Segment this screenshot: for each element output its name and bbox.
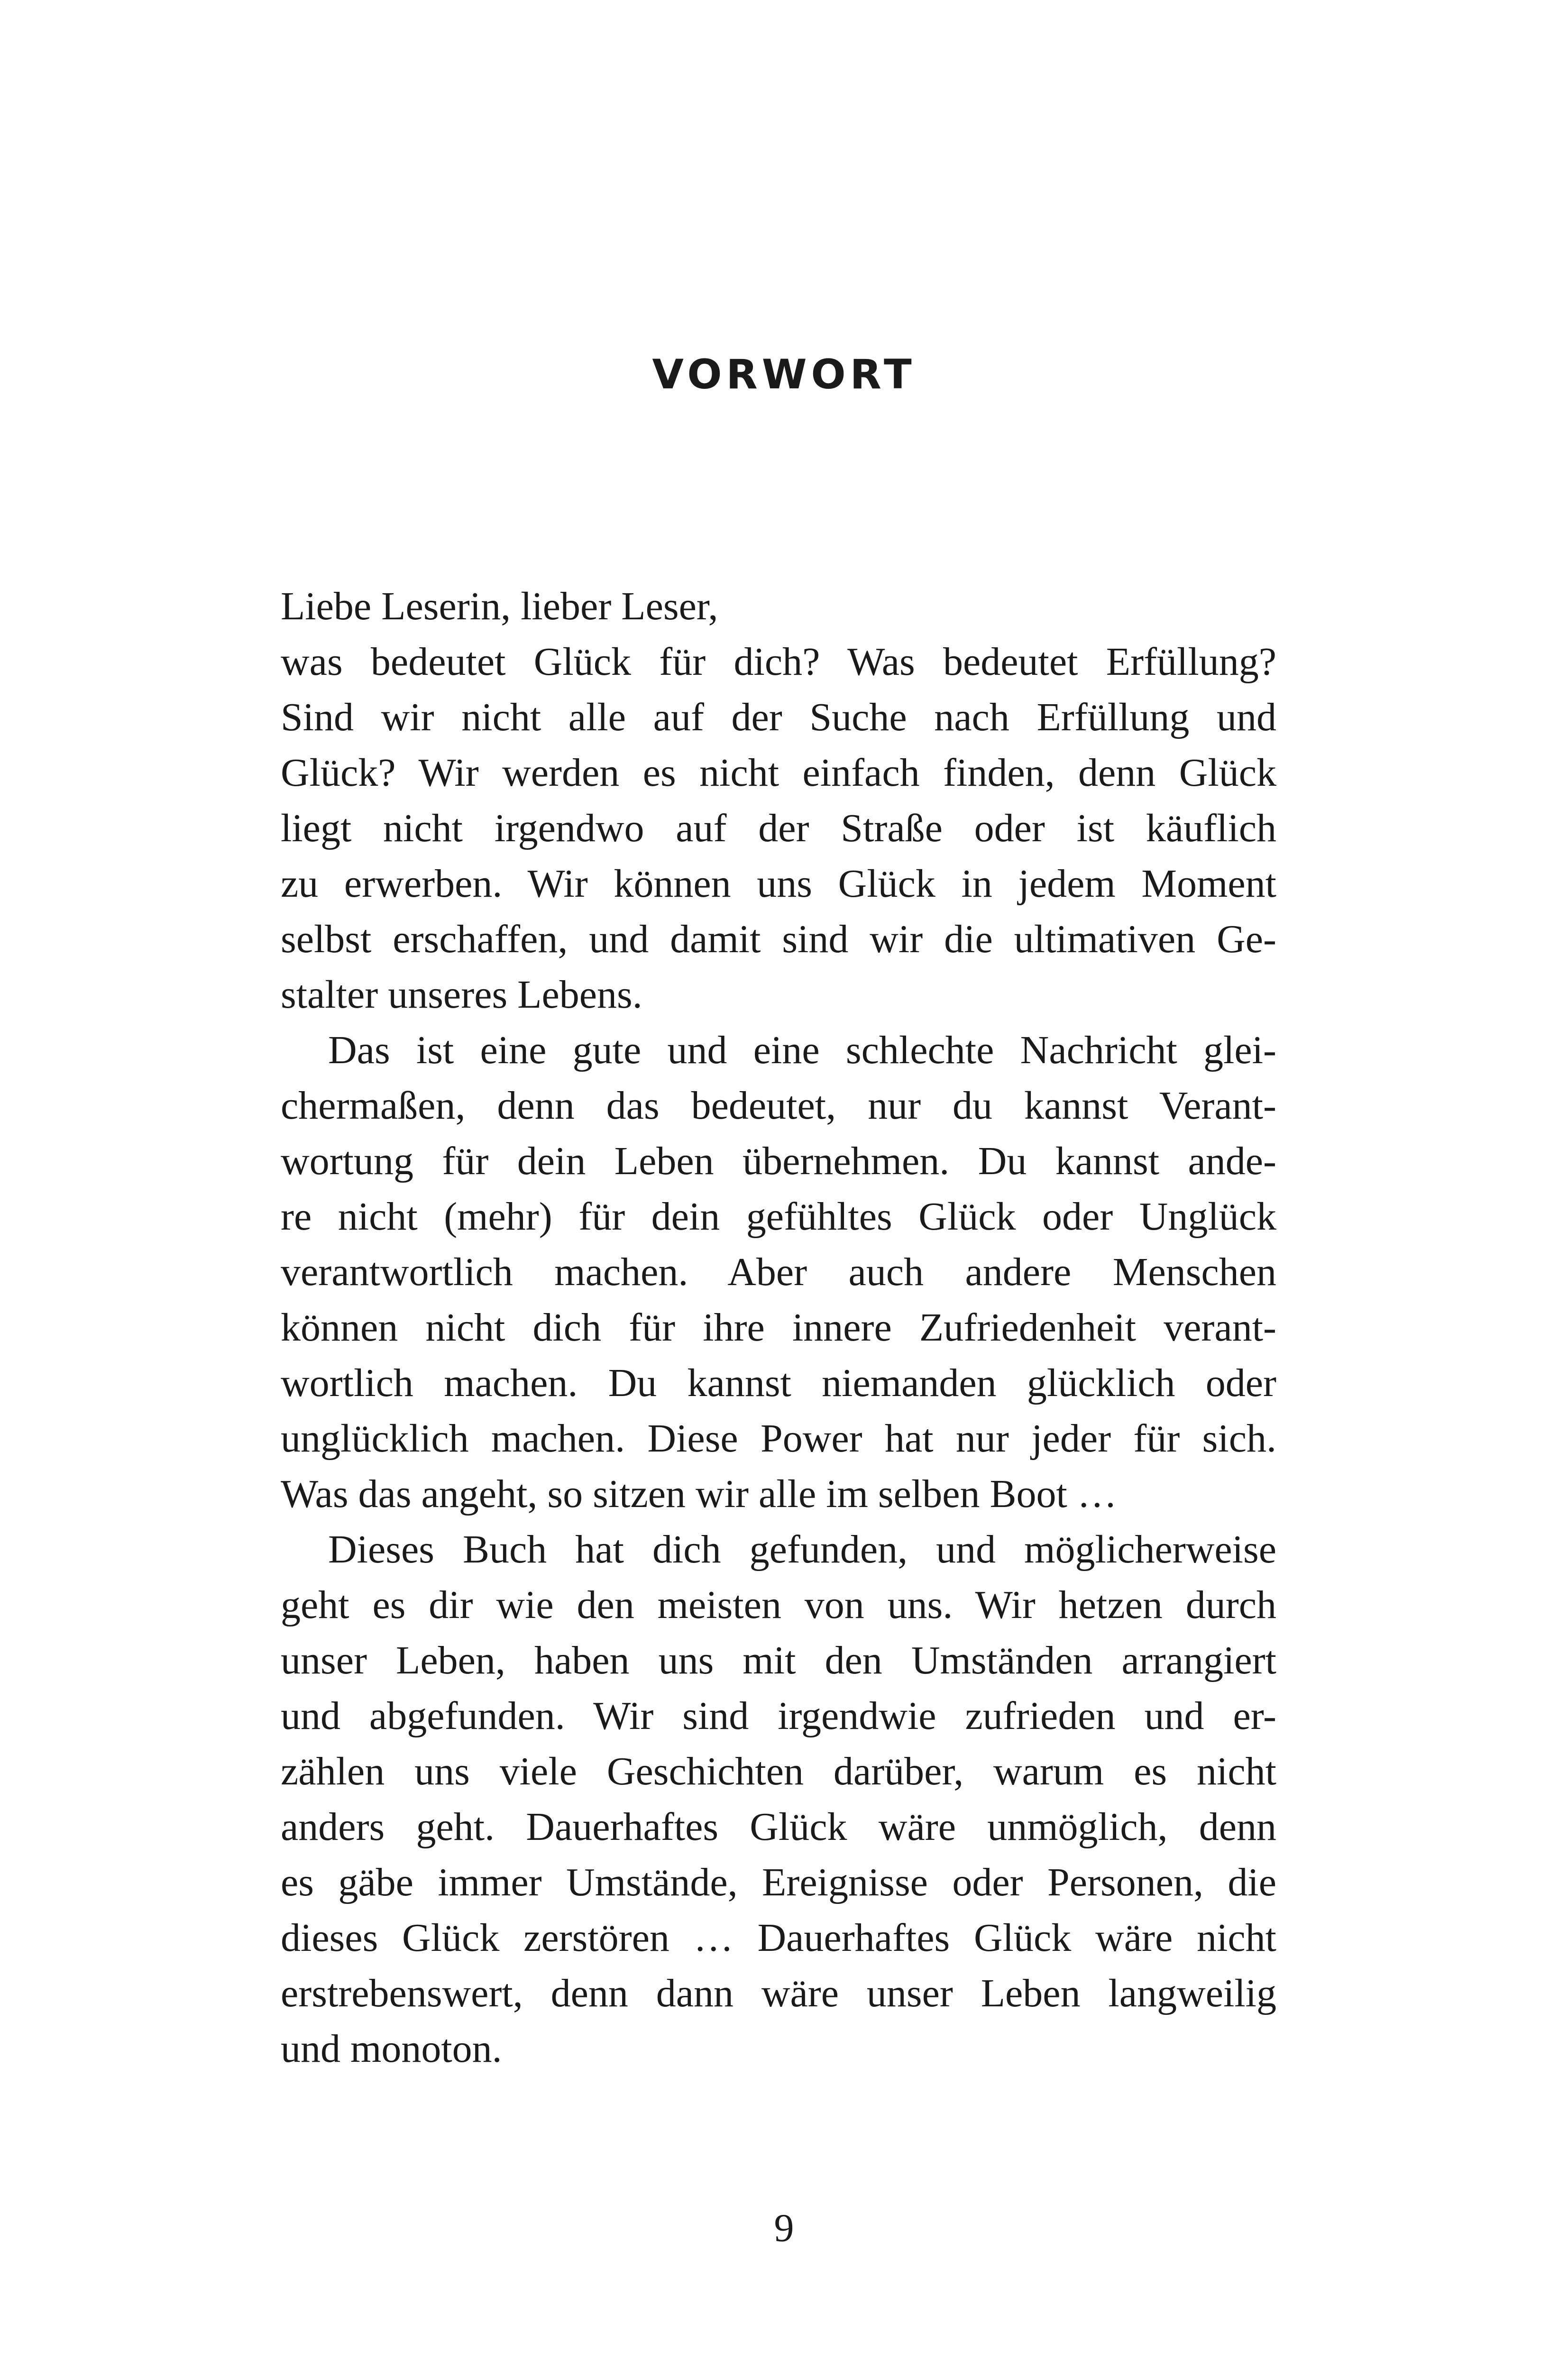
text-line: zu erwerben. Wir können uns Glück in jedem Moment bbox=[281, 862, 1276, 906]
text-line: dieses Glück zerstören … Dauerhaftes Glück wäre nicht bbox=[281, 1916, 1276, 1960]
text-line: unglücklich machen. Diese Power hat nur jeder für sich. bbox=[281, 1416, 1276, 1461]
text-line: es gäbe immer Umstände, Ereignisse oder Personen, die bbox=[281, 1860, 1276, 1904]
paragraph-2 bbox=[281, 1022, 1276, 1522]
text-line: Glück? Wir werden es nicht einfach finden, denn Glück bbox=[281, 751, 1276, 795]
text-line: wortung für dein Leben übernehmen. Du kannst ande- bbox=[281, 1139, 1276, 1183]
text-line: Liebe Leserin, lieber Leser, bbox=[281, 584, 718, 628]
text-line: selbst erschaffen, und damit sind wir die ultimativen Ge- bbox=[281, 917, 1276, 961]
text-line: zählen uns viele Geschichten darüber, warum es nicht bbox=[281, 1749, 1276, 1793]
text-line: stalter unseres Lebens. bbox=[281, 973, 642, 1017]
page-title: VORWORT bbox=[652, 351, 916, 398]
text-line: anders geht. Dauerhaftes Glück wäre unmöglich, denn bbox=[281, 1805, 1276, 1849]
text-line: und monoton. bbox=[281, 2027, 502, 2071]
text-line: erstrebenswert, denn dann wäre unser Leben langweilig bbox=[281, 1971, 1276, 2015]
page-number: 9 bbox=[774, 2206, 794, 2250]
text-line: unser Leben, haben uns mit den Umständen arrangiert bbox=[281, 1638, 1276, 1682]
text-line: Was das angeht, so sitzen wir alle im selben Boot … bbox=[281, 1472, 1117, 1516]
paragraph-1 bbox=[281, 579, 1276, 1022]
text-line: können nicht dich für ihre innere Zufriedenheit verant- bbox=[281, 1305, 1276, 1350]
text-line: und abgefunden. Wir sind irgendwie zufrieden und er- bbox=[281, 1694, 1276, 1738]
paragraph-3 bbox=[281, 1522, 1276, 2077]
text-line: verantwortlich machen. Aber auch andere Menschen bbox=[281, 1250, 1276, 1294]
text-line: Dieses Buch hat dich gefunden, und möglicherweise bbox=[328, 1527, 1276, 1571]
text-line: geht es dir wie den meisten von uns. Wir hetzen durch bbox=[281, 1583, 1276, 1627]
body-text bbox=[281, 579, 1276, 2077]
text-line: liegt nicht irgendwo auf der Straße oder ist käuflich bbox=[281, 806, 1276, 850]
text-line: Sind wir nicht alle auf der Suche nach Erfüllung und bbox=[281, 695, 1276, 739]
text-line: re nicht (mehr) für dein gefühltes Glück oder Unglück bbox=[281, 1195, 1276, 1239]
text-line: chermaßen, denn das bedeutet, nur du kannst Verant- bbox=[281, 1084, 1276, 1128]
text-line: wortlich machen. Du kannst niemanden glücklich oder bbox=[281, 1361, 1276, 1405]
text-line: Das ist eine gute und eine schlechte Nachricht glei- bbox=[328, 1028, 1276, 1072]
text-line: was bedeutet Glück für dich? Was bedeutet Erfüllung? bbox=[281, 640, 1276, 684]
